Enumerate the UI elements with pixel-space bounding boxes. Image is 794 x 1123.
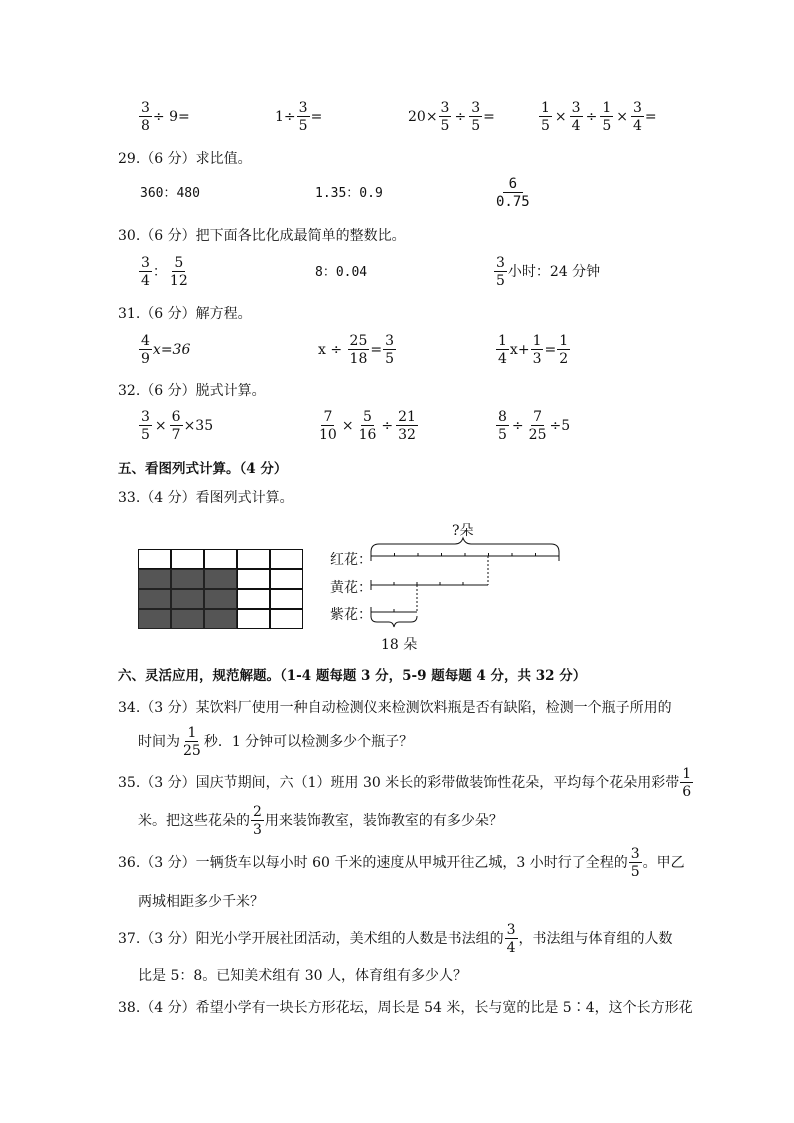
denominator: 5 [541,118,550,134]
denominator: 16 [358,427,377,443]
segment-diagram [365,530,570,640]
numerator: 3 [141,100,150,116]
red-segment [371,551,559,561]
numerator: 25 [349,333,368,349]
question-34-line-1: 34.（3 分）某饮料厂使用一种自动检测仪来检测饮料瓶是否有缺陷，检测一个瓶子所用的 [118,700,672,716]
q31-equation-a [138,334,190,366]
denominator: 4 [141,273,150,289]
text-segment: 米。把这些花朵的 [138,813,250,829]
top-brace [371,538,559,552]
q32-expr-a: $\frac{3}{5}$ × $\frac{6}{7}$ ×35 [141,409,214,443]
text-segment: 秒．1 分钟可以检测多少个瓶子？ [203,734,414,750]
numerator: 3 [385,333,395,349]
denominator: 25 [528,427,547,443]
grid-cell [138,549,171,569]
numerator: 1 [559,333,569,349]
grid-cell [237,609,270,629]
numerator: 5 [174,255,184,271]
question-36-line-1 [118,847,685,879]
denominator: 4 [498,351,507,367]
expr-28-4: $\frac{1}{5}$ × $\frac{3}{4}$ ÷ $\frac{1}{5}$ × $\frac{3}{4}$ = [541,100,657,134]
divide-sign: ÷ [454,109,467,125]
q30-ratio-b: 8：0.04 [315,265,368,280]
denominator: 5 [471,118,481,134]
grid-cell-shaded [204,569,237,589]
expr-28-2 [275,101,322,133]
shaded-grid [138,549,305,631]
denominator: 3 [532,351,542,367]
numerator: 21 [398,409,416,425]
question-31-title: 31.（6 分）解方程。 [118,306,252,322]
numerator: 7 [323,409,333,425]
q32-expr-c: $\frac{8}{5}$ ÷ $\frac{7}{25}$ ÷5 [498,409,571,443]
grid-cell [270,549,303,569]
denominator: 32 [398,427,416,443]
text-segment: 。甲乙 [642,855,685,871]
numerator: 7 [533,409,543,425]
numerator: 1 [682,766,692,782]
numerator: 3 [141,409,150,425]
denominator: 18 [349,351,368,367]
equals-sign: = [370,342,383,358]
numerator: 8 [498,409,507,425]
expr-28-3 [408,101,495,133]
q32-expr-b: $\frac{7}{10}$ × $\frac{5}{16}$ ÷ $\frac{21}{32}$ [319,409,416,443]
expr-middle: x+ [509,342,530,358]
grid-cell-shaded [171,609,204,629]
q30-ratio-c [493,256,600,288]
grid-cell [270,569,303,589]
grid-cell-shaded [204,589,237,609]
grid-cell [204,549,237,569]
grid-cell [237,549,270,569]
numerator: 3 [496,255,505,271]
denominator: 25 [183,743,201,759]
denominator: 7 [171,427,181,443]
grid-cell-shaded [138,589,171,609]
top-unknown-label: ?朵 [452,523,474,539]
red-flower-label: 红花： [330,552,372,568]
grid-cell-shaded [138,609,171,629]
denominator: 9 [141,351,150,367]
text-segment: 35.（3 分）国庆节期间，六（1）班用 30 米长的彩带做装饰性花朵，平均每个花朵用彩带 [118,775,680,791]
denominator: 12 [169,273,188,289]
question-29-title: 29.（6 分）求比值。 [118,151,252,167]
equals-sign: = [544,342,557,358]
question-30-title: 30.（6 分）把下面各比化成最简单的整数比。 [118,228,406,244]
section-5-heading: 五、看图列式计算。（4 分） [118,461,288,477]
numerator: 1 [187,725,197,741]
grid-cell-shaded [138,569,171,589]
bottom-quantity-label: 18 朵 [381,637,418,653]
denominator: 5 [602,118,612,134]
q29-ratio-a: 360：480 [140,186,200,201]
yellow-segment [371,580,488,590]
numerator: 6 [171,409,181,425]
question-32-title: 32.（6 分）脱式计算。 [118,383,266,399]
numerator: 5 [363,409,372,425]
section-6-heading: 六、灵活应用，规范解题。（1-4 题每题 3 分，5-9 题每题 4 分，共 32 分） [118,668,587,684]
denominator: 4 [632,118,642,134]
numerator: 3 [471,100,481,116]
denominator: 5 [496,273,505,289]
denominator: 5 [440,118,450,134]
expr-tail: ÷ 9= [152,109,190,125]
numerator: 3 [630,846,640,862]
text-segment: 36.（3 分）一辆货车以每小时 60 千米的速度从甲城开往乙城，3 小时行了全程的 [118,855,628,871]
denominator: 5 [298,118,308,134]
question-37-line-2: 比是 5：8。已知美术组有 30 人，体育组有多少人？ [138,968,467,984]
question-38-line-1: 38.（4 分）希望小学有一块长方形花坛，周长是 54 米，长与宽的比是 5∶4，这个长方形花 [118,1000,693,1016]
grid-cell [237,569,270,589]
grid-cell-shaded [171,569,204,589]
expr-28-1 [138,101,190,133]
q29-ratio-b: 1.35：0.9 [315,186,383,201]
bottom-brace [371,616,417,627]
numerator: 6 [503,177,523,193]
expr-tail: = [644,109,657,125]
numerator: 1 [532,333,542,349]
numerator: 1 [602,100,612,116]
q31-equation-c [495,334,571,366]
expr-tail: ÷5 [549,418,571,434]
expr-prefix: 1÷ [275,109,296,125]
grid-cell [237,589,270,609]
denominator: 4 [506,940,516,956]
numerator: 1 [498,333,507,349]
question-33-title: 33.（4 分）看图列式计算。 [118,490,294,506]
question-36-line-2: 两城相距多少千米？ [138,894,264,910]
numerator: 3 [506,922,516,938]
purple-segment [371,607,417,617]
q31-equation-b [318,334,397,366]
numerator: 3 [632,100,642,116]
numerator: 3 [571,100,581,116]
question-35-line-2 [138,805,503,837]
question-34-line-2 [138,726,413,758]
denominator: 4 [571,118,581,134]
question-35-line-1 [118,767,694,799]
denominator: 5 [141,427,150,443]
yellow-flower-label: 黄花： [330,580,372,596]
grid-cell-shaded [204,609,237,629]
denominator: 5 [385,351,395,367]
text-segment: 用来装饰教室，装饰教室的有多少朵？ [264,813,503,829]
ratio-sign: ： [152,264,167,280]
numerator: 4 [141,333,150,349]
denominator: 8 [141,118,150,134]
denominator: 6 [682,784,692,800]
grid-cell [270,609,303,629]
expr-tail: x=36 [152,342,191,358]
grid-cell [171,549,204,569]
q30-ratio-a [138,256,191,288]
expr-tail: 小时：24 分钟 [507,264,601,280]
text-segment: 37.（3 分）阳光小学开展社团活动，美术组的人数是书法组的 [118,931,504,947]
question-37-line-1 [118,923,673,955]
purple-flower-label: 紫花： [330,607,372,623]
numerator: 3 [141,255,150,271]
expr-tail: = [483,109,495,125]
denominator: 3 [253,822,262,838]
denominator: 5 [630,864,640,880]
denominator: 2 [559,351,569,367]
numerator: 3 [440,100,450,116]
numerator: 1 [541,100,550,116]
grid-cell [270,589,303,609]
q29-ratio-c [493,177,533,209]
denominator: 0.75 [496,194,530,210]
grid-cell-shaded [171,589,204,609]
numerator: 3 [298,100,308,116]
numerator: 2 [253,804,262,820]
denominator: 10 [319,427,337,443]
text-segment: ，书法组与体育组的人数 [518,931,673,947]
denominator: 5 [498,427,507,443]
text-segment: 时间为 [138,734,180,750]
expr-tail: = [310,109,323,125]
expr-prefix: 20× [408,109,438,125]
expr-prefix: x ÷ [318,342,343,358]
expr-tail: ×35 [183,418,214,434]
